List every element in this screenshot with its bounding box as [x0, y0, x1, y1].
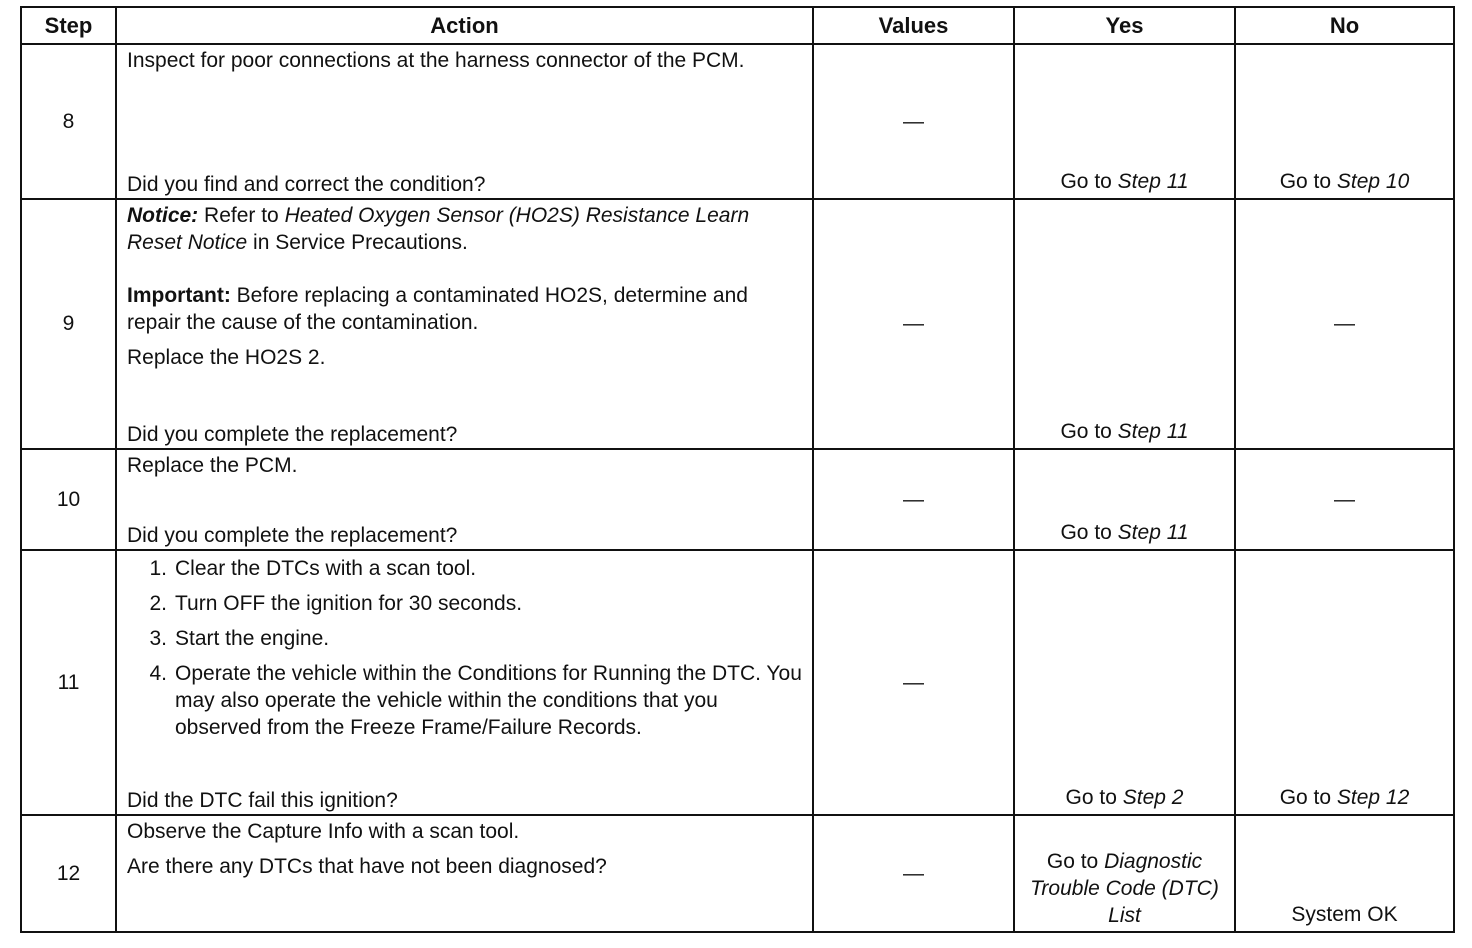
- yes-prefix: Go to: [1060, 170, 1118, 193]
- header-row: [21, 7, 1454, 44]
- notice-paragraph: [127, 202, 802, 256]
- action-text: Replace the HO2S 2.: [127, 346, 326, 369]
- list-item: [127, 625, 802, 652]
- table-row-step-12: [21, 815, 1454, 932]
- action-question: Did you complete the replacement?: [127, 423, 458, 446]
- step-number: 12: [21, 815, 116, 932]
- action-cell: [116, 449, 813, 550]
- yes-step-link[interactable]: Step 11: [1117, 420, 1189, 443]
- action-cell: [116, 815, 813, 932]
- action-text: Replace the PCM.: [127, 454, 298, 477]
- step-number: 9: [21, 199, 116, 449]
- action-cell: [116, 550, 813, 815]
- notice-link[interactable]: Heated Oxygen Sensor (HO2S) Resistance Learn Reset Notice: [127, 204, 750, 254]
- header-yes: Yes: [1014, 7, 1235, 44]
- yes-step-link[interactable]: Step 11: [1117, 521, 1189, 544]
- list-item: [127, 590, 802, 617]
- action-cell: [116, 199, 813, 449]
- list-item: [127, 555, 802, 582]
- action-question: Did you find and correct the condition?: [127, 173, 486, 196]
- list-number: 3.: [149, 627, 167, 650]
- procedure-list: [127, 555, 802, 741]
- values-cell: —: [813, 815, 1014, 932]
- values-cell: —: [813, 449, 1014, 550]
- yes-cell: [1014, 44, 1235, 199]
- important-text: Before replacing a contaminated HO2S, determine and repair the cause of the contamination.: [127, 284, 748, 334]
- yes-prefix: Go to: [1060, 420, 1118, 443]
- step-number: 8: [21, 44, 116, 199]
- table-row-step-9: [21, 199, 1454, 449]
- action-cell: [116, 44, 813, 199]
- no-cell: [1235, 550, 1454, 815]
- header-no: No: [1235, 7, 1454, 44]
- list-number: 2.: [149, 592, 167, 615]
- notice-pre: Refer to: [198, 204, 285, 227]
- list-text: Turn OFF the ignition for 30 seconds.: [175, 592, 523, 615]
- action-question: Are there any DTCs that have not been diagnosed?: [127, 855, 607, 878]
- list-text: Start the engine.: [175, 627, 330, 650]
- yes-prefix: Go to: [1060, 521, 1118, 544]
- list-text: Clear the DTCs with a scan tool.: [175, 557, 477, 580]
- yes-cell: [1014, 199, 1235, 449]
- no-cell: System OK: [1235, 815, 1454, 932]
- yes-step-link[interactable]: Step 2: [1122, 786, 1184, 809]
- header-values: Values: [813, 7, 1014, 44]
- yes-cell: [1014, 449, 1235, 550]
- list-item: [127, 660, 802, 741]
- step-number: 10: [21, 449, 116, 550]
- yes-cell: [1014, 550, 1235, 815]
- yes-prefix: Go to: [1046, 850, 1105, 873]
- yes-cell: [1014, 815, 1235, 932]
- table-row-step-10: [21, 449, 1454, 550]
- important-label: Important:: [127, 284, 231, 307]
- list-number: 4.: [149, 662, 167, 685]
- diagnostic-table: [20, 6, 1455, 933]
- no-step-link[interactable]: Step 10: [1336, 170, 1410, 193]
- no-cell: [1235, 44, 1454, 199]
- no-prefix: Go to: [1279, 786, 1337, 809]
- action-question: Did the DTC fail this ignition?: [127, 789, 398, 812]
- yes-step-link[interactable]: Step 11: [1117, 170, 1189, 193]
- yes-prefix: Go to: [1065, 786, 1123, 809]
- action-text: Observe the Capture Info with a scan tool.: [127, 820, 520, 843]
- values-cell: —: [813, 550, 1014, 815]
- header-action: Action: [116, 7, 813, 44]
- no-prefix: Go to: [1279, 170, 1337, 193]
- notice-post: in Service Precautions.: [247, 231, 468, 254]
- table-row-step-8: [21, 44, 1454, 199]
- important-paragraph: [127, 282, 802, 336]
- no-cell: —: [1235, 449, 1454, 550]
- yes-dtc-list-link[interactable]: Diagnostic Trouble Code (DTC) List: [1030, 850, 1219, 927]
- values-cell: —: [813, 199, 1014, 449]
- table-row-step-11: [21, 550, 1454, 815]
- step-number: 11: [21, 550, 116, 815]
- no-step-link[interactable]: Step 12: [1336, 786, 1410, 809]
- list-text: Operate the vehicle within the Conditions for Running the DTC. You may also operate the vehicle within the conditions that you observed from the Freeze Frame/Failure Records.: [175, 662, 802, 739]
- values-cell: —: [813, 44, 1014, 199]
- list-number: 1.: [149, 557, 167, 580]
- header-step: Step: [21, 7, 116, 44]
- action-text: Inspect for poor connections at the harness connector of the PCM.: [127, 49, 745, 72]
- action-question: Did you complete the replacement?: [127, 524, 458, 547]
- notice-label: Notice:: [127, 204, 199, 227]
- no-cell: —: [1235, 199, 1454, 449]
